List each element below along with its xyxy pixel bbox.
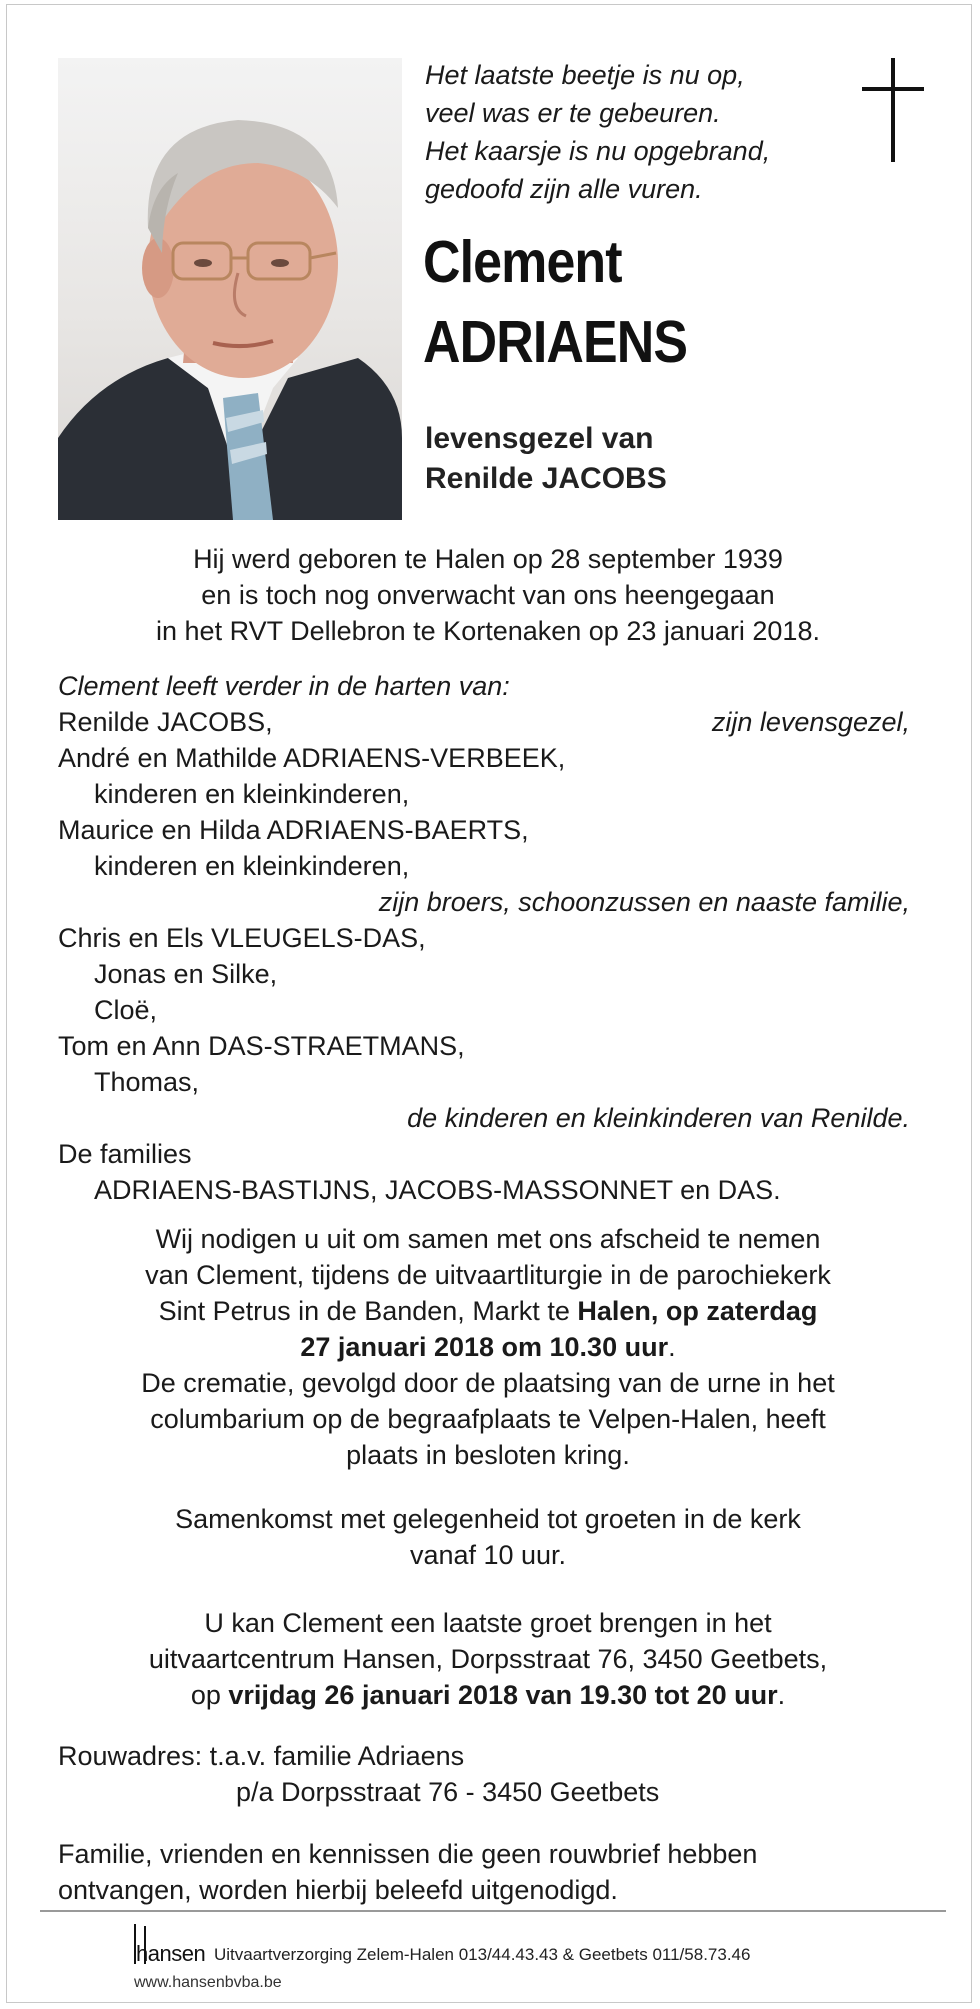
footer-divider	[40, 1910, 946, 1912]
family-member: Cloë,	[94, 995, 158, 1025]
family-member: kinderen en kleinkinderen,	[94, 779, 410, 809]
family-row	[58, 992, 910, 1028]
birth-line: in het RVT Dellebron te Kortenaken op 23 januari 2018.	[156, 616, 820, 646]
poem-line: gedoofd zijn alle vuren.	[425, 174, 703, 204]
family-list	[58, 668, 910, 1208]
family-member: Tom en Ann DAS-STRAETMANS,	[58, 1031, 465, 1061]
invite-text: .	[668, 1332, 676, 1362]
gathering-line: Samenkomst met gelegenheid tot groeten in de kerk	[175, 1504, 801, 1534]
funeral-invitation	[58, 1221, 918, 1473]
family-row	[58, 776, 910, 812]
last-name: ADRIAENS	[423, 309, 688, 375]
poem-line: veel was er te gebeuren.	[425, 98, 721, 128]
family-row	[58, 1136, 910, 1172]
closing-line: ontvangen, worden hierbij beleefd uitgenodigd.	[58, 1875, 618, 1905]
family-row	[58, 1172, 910, 1208]
family-row	[58, 1028, 910, 1064]
gathering-info	[58, 1501, 918, 1573]
invite-line: van Clement, tijdens de uitvaartliturgie in de parochiekerk	[145, 1260, 831, 1290]
deceased-name	[423, 222, 687, 382]
family-member: Maurice en Hilda ADRIAENS-BAERTS,	[58, 815, 529, 845]
family-relation: zijn levensgezel,	[711, 707, 910, 737]
family-row	[58, 848, 910, 884]
family-member: ADRIAENS-BASTIJNS, JACOBS-MASSONNET en DAS.	[94, 1175, 781, 1205]
portrait-photo	[58, 58, 402, 520]
address-line: p/a Dorpsstraat 76 - 3450 Geetbets	[236, 1777, 660, 1807]
viewing-line	[58, 1677, 918, 1713]
poem-line: Het laatste beetje is nu op,	[425, 60, 745, 90]
poem	[425, 56, 845, 208]
gathering-line: vanaf 10 uur.	[409, 1540, 567, 1570]
footer-website-link[interactable]: www.hansenbvba.be	[134, 1974, 282, 1991]
viewing-info	[58, 1605, 918, 1713]
family-relation: de kinderen en kleinkinderen van Renilde.	[407, 1103, 910, 1133]
hansen-logo	[130, 1924, 210, 1968]
closing-note	[58, 1836, 757, 1908]
family-row	[58, 1064, 910, 1100]
invite-datetime: 27 januari 2018 om 10.30 uur	[300, 1332, 669, 1362]
invite-line	[58, 1329, 918, 1365]
footer-contact: Uitvaartverzorging Zelem-Halen 013/44.43.43 & Geetbets 011/58.73.46	[214, 1945, 751, 1964]
family-member: Chris en Els VLEUGELS-DAS,	[58, 923, 426, 953]
family-member: Renilde JACOBS,	[58, 707, 273, 737]
family-row	[58, 884, 910, 920]
family-member: André en Mathilde ADRIAENS-VERBEEK,	[58, 743, 566, 773]
family-row	[58, 704, 910, 740]
family-row	[58, 956, 910, 992]
birth-line: Hij werd geboren te Halen op 28 september 1939	[193, 544, 783, 574]
family-row	[58, 812, 910, 848]
invite-line: plaats in besloten kring.	[346, 1440, 630, 1470]
logo-text: hansen	[136, 1941, 206, 1966]
poem-line: Het kaarsje is nu opgebrand,	[425, 136, 771, 166]
birth-line: en is toch nog onverwacht van ons heengegaan	[201, 580, 775, 610]
family-member: De families	[58, 1139, 192, 1169]
family-member: Thomas,	[94, 1067, 200, 1097]
cross-icon	[862, 58, 924, 162]
invite-place-date: Halen, op zaterdag	[577, 1296, 818, 1326]
partner-info	[425, 419, 667, 499]
family-row	[58, 1100, 910, 1136]
first-name: Clement	[423, 229, 622, 295]
birth-death-statement	[58, 541, 918, 649]
closing-line: Familie, vrienden en kennissen die geen rouwbrief hebben	[58, 1839, 758, 1869]
address-line: Rouwadres: t.a.v. familie Adriaens	[58, 1741, 465, 1771]
family-row	[58, 740, 910, 776]
family-intro: Clement leeft verder in de harten van:	[58, 671, 510, 701]
viewing-line: U kan Clement een laatste groet brengen in het	[204, 1608, 772, 1638]
family-relation: zijn broers, schoonzussen en naaste familie,	[378, 887, 910, 917]
family-member: kinderen en kleinkinderen,	[94, 851, 410, 881]
invite-line: De crematie, gevolgd door de plaatsing van de urne in het	[141, 1368, 835, 1398]
invite-text: Sint Petrus in de Banden, Markt te	[158, 1296, 578, 1326]
portrait-illustration	[58, 58, 402, 520]
mourning-address	[58, 1738, 659, 1810]
partner-relation: levensgezel van	[425, 422, 654, 455]
viewing-text: op	[190, 1680, 229, 1710]
invite-line: Wij nodigen u uit om samen met ons afscheid te nemen	[155, 1224, 821, 1254]
partner-name: Renilde JACOBS	[425, 462, 667, 495]
viewing-line: uitvaartcentrum Hansen, Dorpsstraat 76, 3450 Geetbets,	[148, 1644, 828, 1674]
family-row	[58, 920, 910, 956]
family-member: Jonas en Silke,	[94, 959, 278, 989]
invite-line	[58, 1293, 918, 1329]
invite-line: columbarium op de begraafplaats te Velpen-Halen, heeft	[150, 1404, 826, 1434]
viewing-datetime: vrijdag 26 januari 2018 van 19.30 tot 20 uur	[228, 1680, 778, 1710]
viewing-text: .	[777, 1680, 786, 1710]
